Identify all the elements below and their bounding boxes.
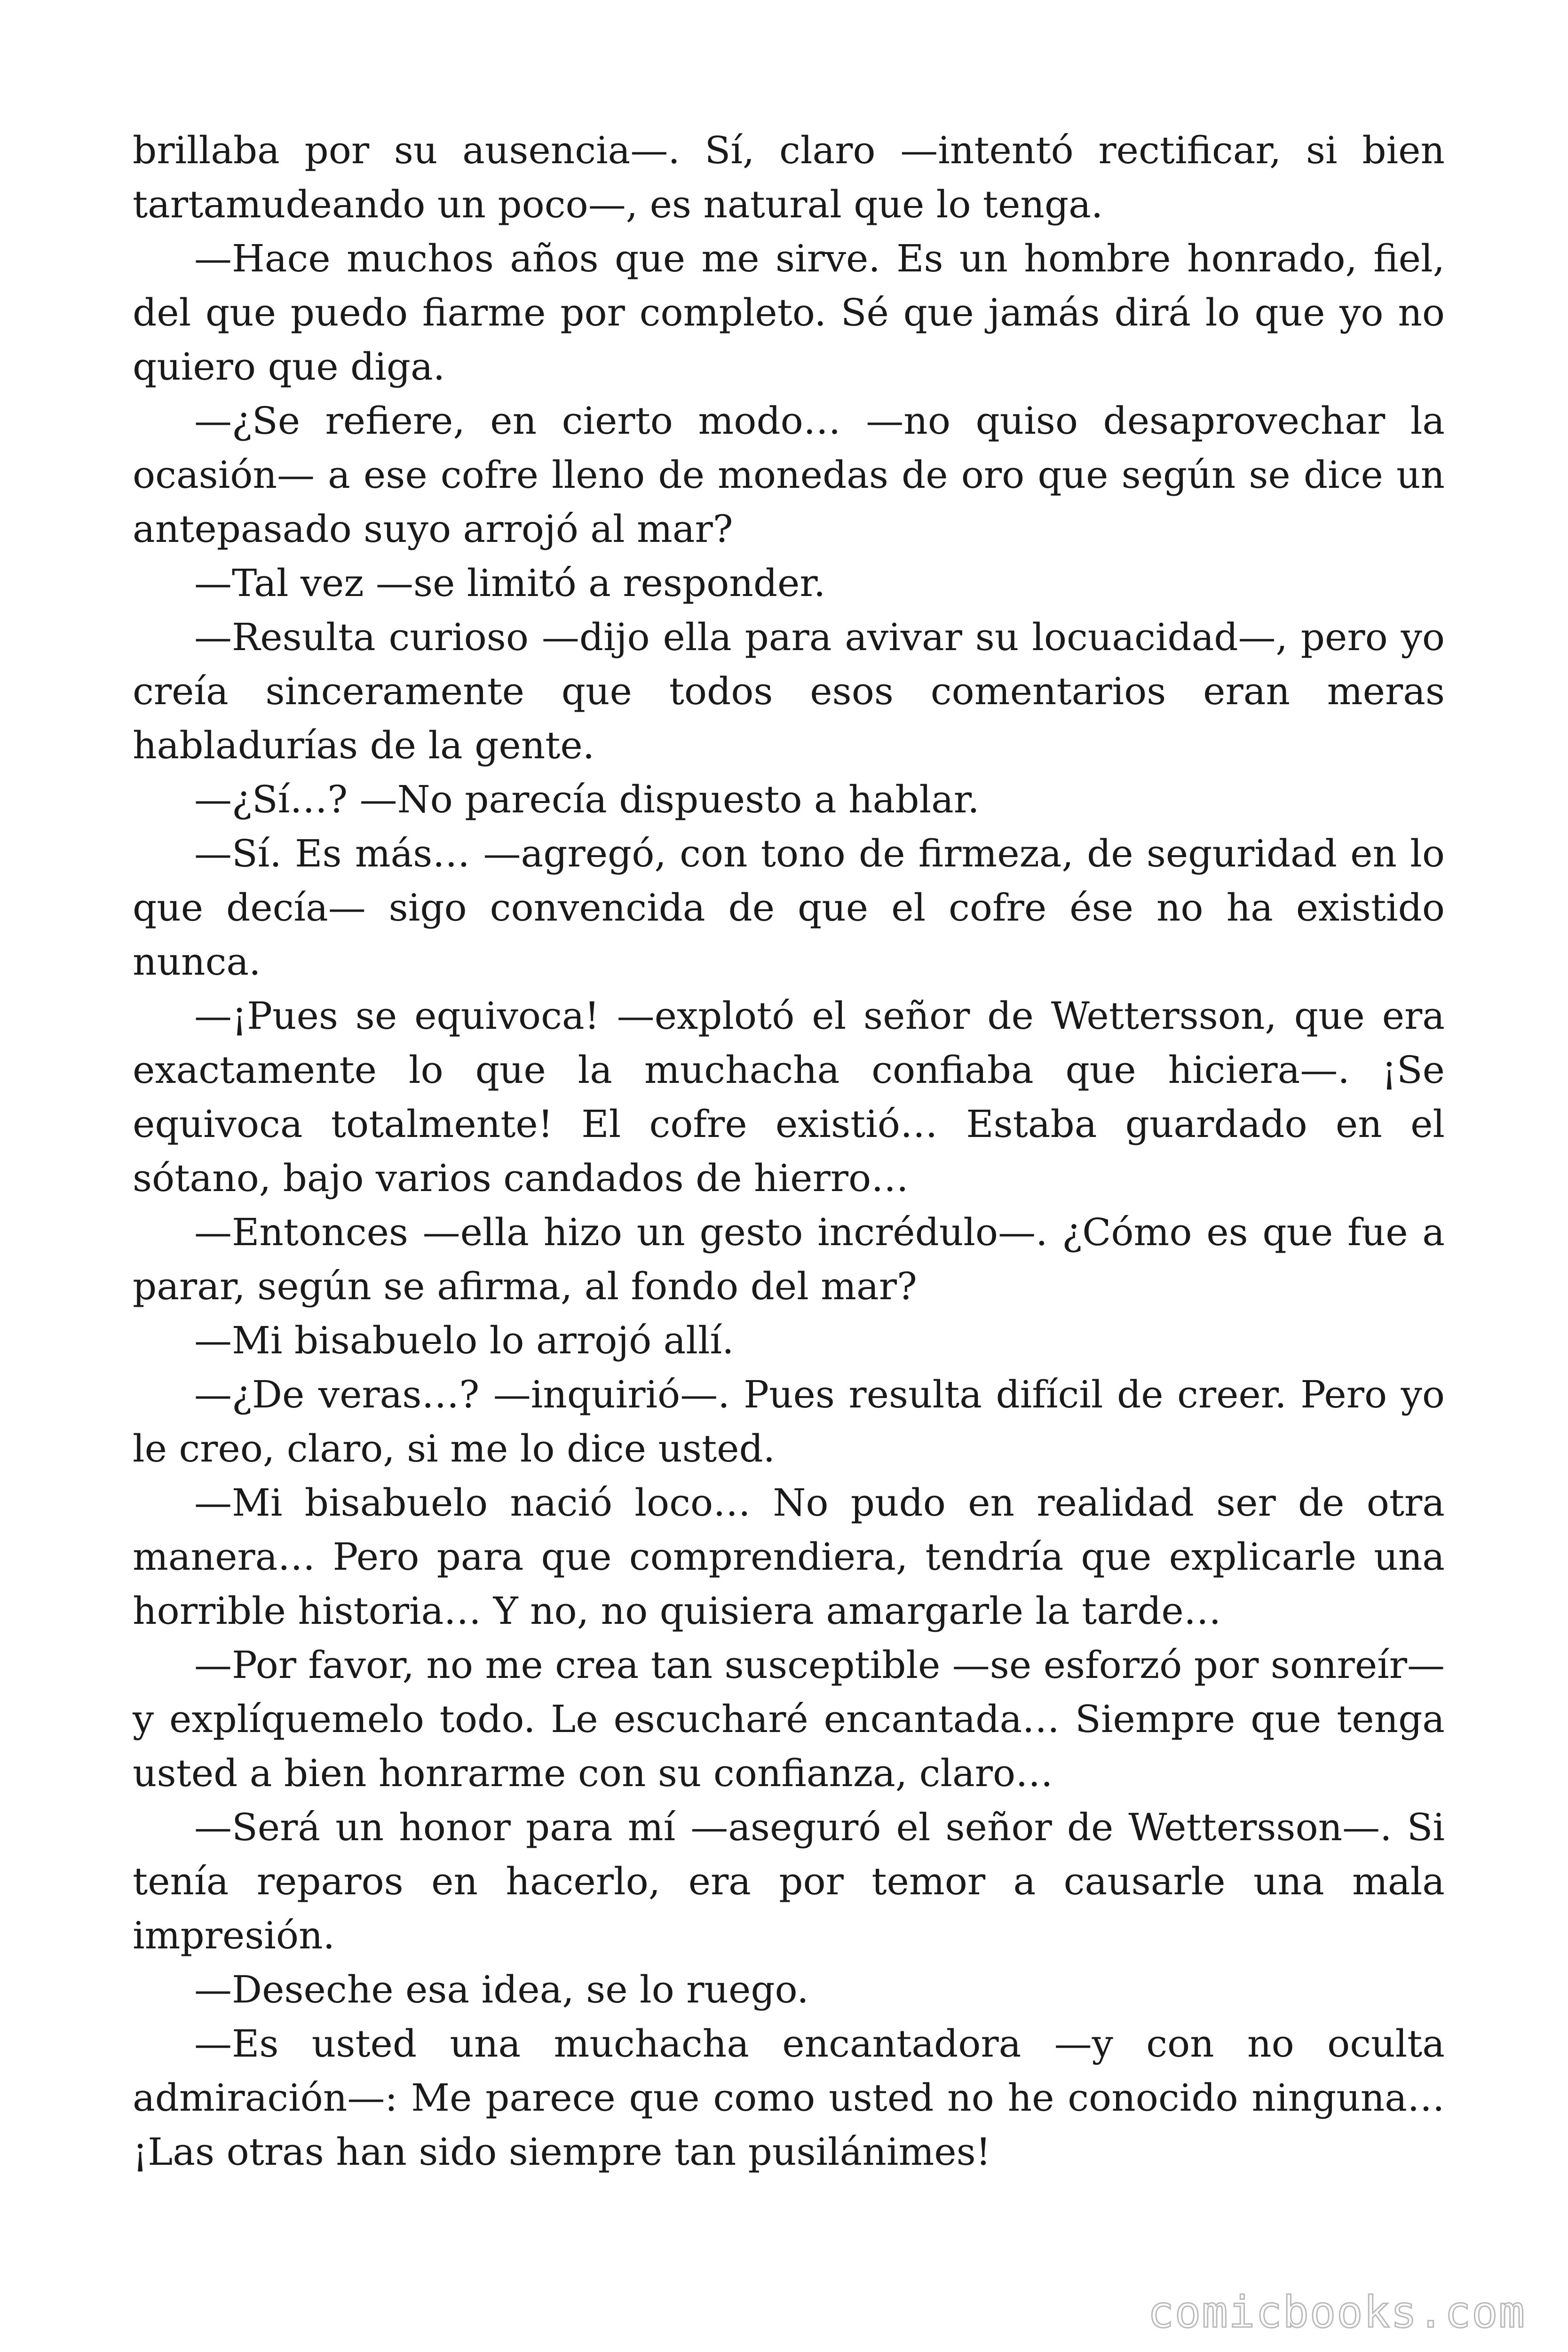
book-page-text [133, 123, 1445, 2179]
paragraph-7: —Sí. Es más… —agregó, con tono de firmeza, de seguridad en lo que decía— sigo convencida de que el cofre ése no ha existido nunca. [133, 832, 1445, 984]
paragraph-9: —Entonces —ella hizo un gesto incrédulo—. ¿Cómo es que fue a parar, según se afirma, al fondo del mar? [133, 1210, 1445, 1308]
paragraph-2: —Hace muchos años que me sirve. Es un hombre honrado, fiel, del que puedo fiarme por completo. Sé que jamás dirá lo que yo no quiero que diga. [133, 237, 1445, 389]
paragraph-10: —Mi bisabuelo lo arrojó allí. [194, 1319, 734, 1362]
paragraph-4: —Tal vez —se limitó a responder. [194, 561, 826, 605]
paragraph-3: —¿Se refiere, en cierto modo… —no quiso desaprovechar la ocasión— a ese cofre lleno de monedas de oro que según se dice un antepasado suyo arrojó al mar? [133, 399, 1445, 551]
paragraph-13: —Por favor, no me crea tan susceptible —se esforzó por sonreír— y explíquemelo todo. Le escucharé encantada… Siempre que tenga usted a bien honrarme con su confianza, claro… [133, 1643, 1445, 1795]
paragraph-6: —¿Sí…? —No parecía dispuesto a hablar. [194, 778, 980, 821]
paragraph-15: —Deseche esa idea, se lo ruego. [194, 1968, 809, 2011]
paragraph-5: —Resulta curioso —dijo ella para avivar su locuacidad—, pero yo creía sinceramente que todos esos comentarios eran meras habladurías de la gente. [133, 615, 1445, 767]
paragraph-14: —Será un honor para mí —aseguró el señor de Wettersson—. Si tenía reparos en hacerlo, era por temor a causarle una mala impresión. [133, 1805, 1445, 1957]
paragraph-1: brillaba por su ausencia—. Sí, claro —intentó rectificar, si bien tartamudeando un poco—, es natural que lo tenga. [133, 128, 1445, 226]
paragraph-8: —¡Pues se equivoca! —explotó el señor de Wettersson, que era exactamente lo que la muchacha confiaba que hiciera—. ¡Se equivoca totalmente! El cofre existió… Estaba guardado en el sótano, bajo varios candados de hierro… [133, 994, 1445, 1200]
paragraph-12: —Mi bisabuelo nació loco… No pudo en realidad ser de otra manera… Pero para que comprendiera, tendría que explicarle una horrible historia… Y no, no quisiera amargarle la tarde… [133, 1481, 1445, 1633]
paragraph-11: —¿De veras…? —inquirió—. Pues resulta difícil de creer. Pero yo le creo, claro, si me lo dice usted. [133, 1373, 1445, 1470]
watermark-text: comicbooks.com [1148, 2287, 1526, 2337]
paragraph-16: —Es usted una muchacha encantadora —y con no oculta admiración—: Me parece que como usted no he conocido ninguna… ¡Las otras han sido siempre tan pusilánimes! [133, 2022, 1445, 2174]
